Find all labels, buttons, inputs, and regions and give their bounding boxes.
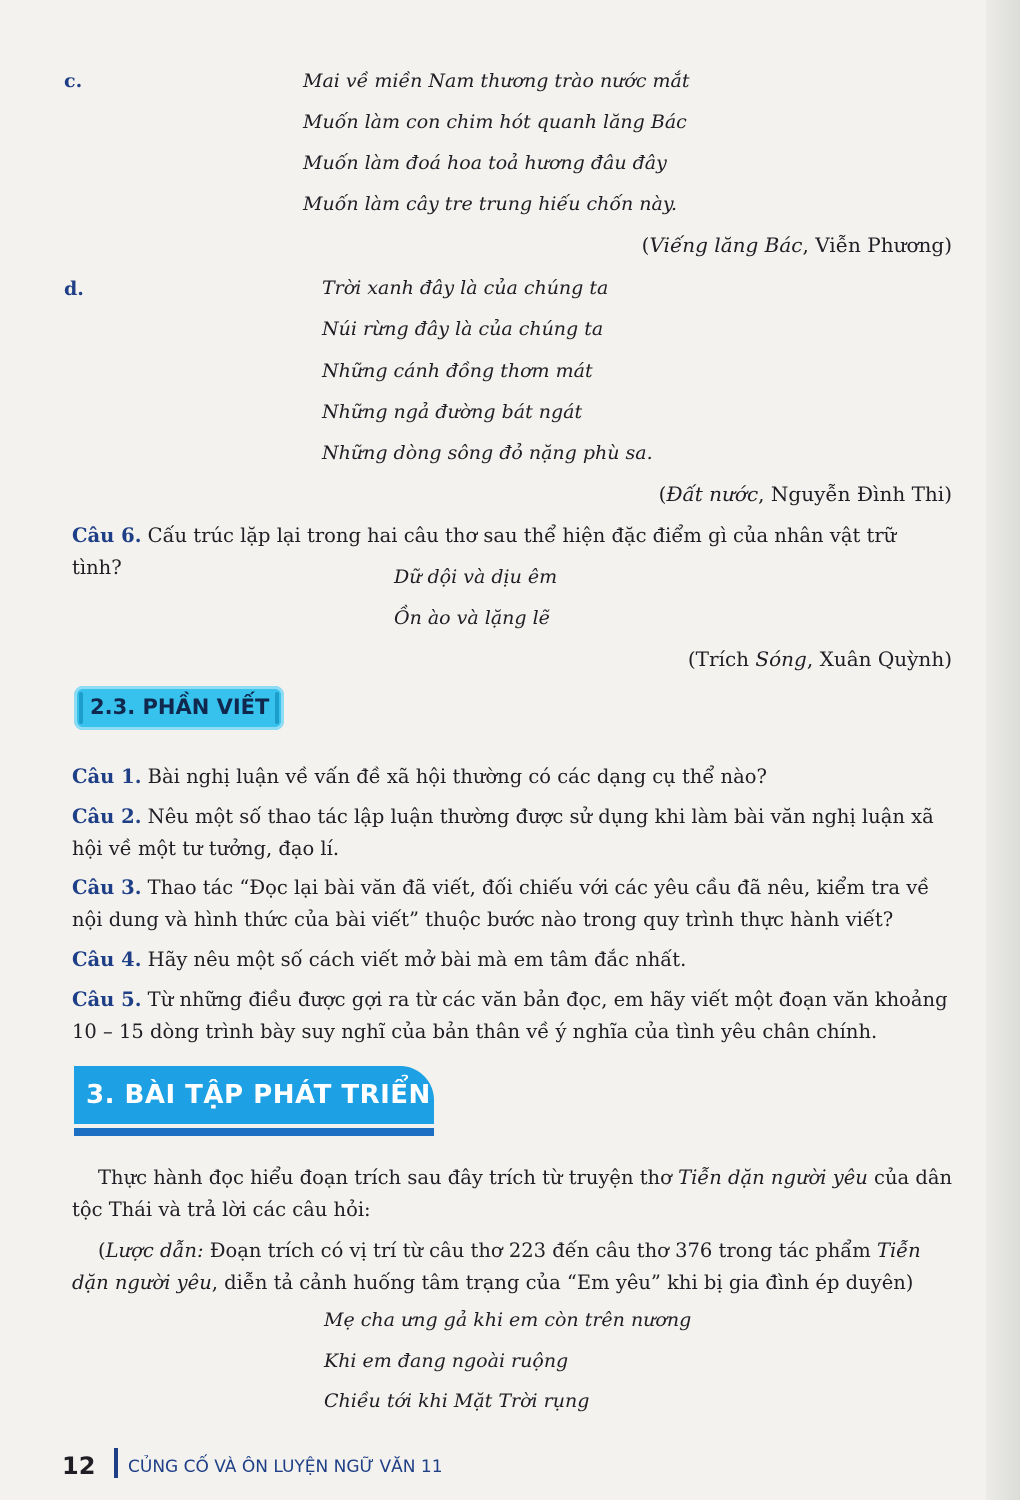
section-2-3-question-2: Câu 2. Nêu một số thao tác lập luận thường được sử dụng khi làm bài văn nghị luận xã hội về một tư tưởng, đạo lí. bbox=[72, 805, 934, 860]
footer-divider bbox=[114, 1448, 118, 1478]
section-2-3-title: 2.3. PHẦN VIẾT bbox=[90, 695, 270, 719]
section-3-heading bbox=[74, 1066, 434, 1124]
section-3-line-2: Khi em đang ngoài ruộng bbox=[324, 1350, 569, 1372]
poem-d-line-5: Những dòng sông đỏ nặng phù sa. bbox=[322, 442, 653, 464]
poem-c-line-4: Muốn làm cây tre trung hiếu chốn này. bbox=[303, 193, 678, 215]
section-3-line-3: Chiều tới khi Mặt Trời rụng bbox=[324, 1390, 590, 1412]
question-6: Câu 6. Cấu trúc lặp lại trong hai câu thơ sau thể hiện đặc điểm gì của nhân vật trữ tình? bbox=[72, 524, 897, 579]
poem-c-line-2: Muốn làm con chim hót quanh lăng Bác bbox=[303, 111, 687, 133]
section-2-3-question-1: Câu 1. Bài nghị luận về vấn đề xã hội thường có các dạng cụ thể nào? bbox=[72, 765, 767, 788]
poem-d-source: (Đất nước, Nguyễn Đình Thi) bbox=[658, 482, 952, 506]
poem-c-marker: c. bbox=[64, 70, 83, 92]
poem-d-line-3: Những cánh đồng thơm mát bbox=[322, 360, 593, 382]
poem-d-line-4: Những ngả đường bát ngát bbox=[322, 401, 583, 423]
section-3-underline bbox=[74, 1128, 434, 1136]
question-6-line-2: Ồn ào và lặng lẽ bbox=[394, 607, 550, 629]
book-title: CỦNG CỐ VÀ ÔN LUYỆN NGỮ VĂN 11 bbox=[128, 1457, 443, 1477]
section-2-3-question-4: Câu 4. Hãy nêu một số cách viết mở bài mà em tâm đắc nhất. bbox=[72, 948, 687, 971]
heading-bar-right bbox=[275, 692, 279, 724]
question-6-line-1: Dữ dội và dịu êm bbox=[394, 566, 558, 588]
page-number: 12 bbox=[62, 1452, 96, 1480]
section-3-line-1: Mẹ cha ưng gả khi em còn trên nương bbox=[324, 1309, 692, 1331]
poem-c-line-3: Muốn làm đoá hoa toả hương đâu đây bbox=[303, 152, 667, 174]
poem-d-line-1: Trời xanh đây là của chúng ta bbox=[322, 277, 609, 299]
poem-c-source: (Viếng lăng Bác, Viễn Phương) bbox=[641, 233, 952, 257]
poem-c-line-1: Mai về miền Nam thương trào nước mắt bbox=[303, 70, 690, 92]
question-6-source: (Trích Sóng, Xuân Quỳnh) bbox=[687, 647, 952, 671]
page-edge-shadow bbox=[986, 0, 1020, 1500]
poem-d-line-2: Núi rừng đây là của chúng ta bbox=[322, 318, 604, 340]
section-2-3-heading bbox=[74, 686, 284, 730]
section-3-intro: Thực hành đọc hiểu đoạn trích sau đây trích từ truyện thơ Tiễn dặn người yêu của dân tộc Thái và trả lời các câu hỏi: bbox=[72, 1166, 952, 1221]
poem-d-marker: d. bbox=[64, 278, 84, 300]
section-2-3-question-3: Câu 3. Thao tác “Đọc lại bài văn đã viết, đối chiếu với các yêu cầu đã nêu, kiểm tra về nội dung và hình thức của bài viết” thuộc bước nào trong quy trình thực hành viết? bbox=[72, 876, 930, 931]
heading-bar-left bbox=[79, 692, 83, 724]
section-2-3-question-5: Câu 5. Từ những điều được gợi ra từ các văn bản đọc, em hãy viết một đoạn văn khoảng 10 – 15 dòng trình bày suy nghĩ của bản thân về ý nghĩa của tình yêu chân chính. bbox=[72, 988, 948, 1043]
section-3-note: (Lược dẫn: Đoạn trích có vị trí từ câu thơ 223 đến câu thơ 376 trong tác phẩm Tiễn dặn người yêu, diễn tả cảnh huống tâm trạng của “Em yêu” khi bị gia đình ép duyên) bbox=[72, 1239, 921, 1294]
section-3-title: 3. BÀI TẬP PHÁT TRIỂN bbox=[86, 1080, 431, 1110]
